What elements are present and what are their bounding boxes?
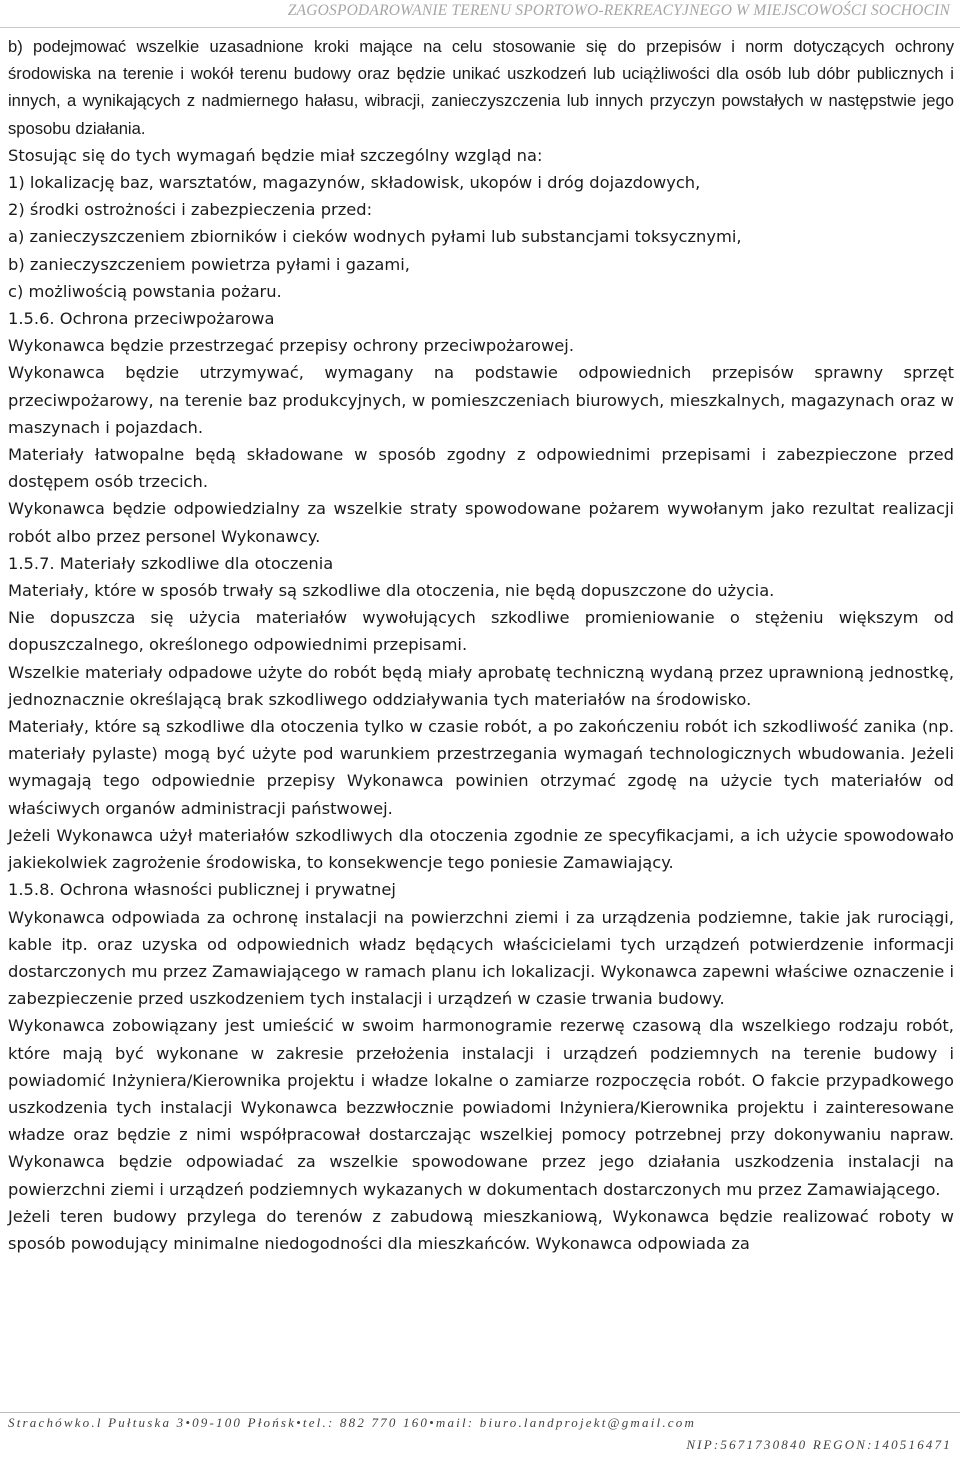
paragraph-radiation: Nie dopuszcza się użycia materiałów wywołujących szkodliwe promieniowanie o stężeniu większym od dopuszczalnego, określonego odpowiednimi przepisami. [8, 608, 954, 655]
footer-divider [0, 1412, 960, 1413]
paragraph-temporary-harm: Materiały, które są szkodliwe dla otoczenia tylko w czasie robót, a po zakończeniu robót ich szkodliwość zanika (np. materiały pylaste) mogą być użyte pod warunkiem przestrzegania wymagań technologicznych wbudowania. Jeżeli wymagają tego odpowiednie przepisy Wykonawca powinien otrzymać zgodę na użycie tych materiałów od właściwych organów administracji państwowej. [8, 717, 954, 818]
list-item-precautions: 2) środki ostrożności i zabezpieczenia przed: [8, 200, 373, 220]
header-divider [0, 27, 960, 28]
paragraph-fire-liability: Wykonawca będzie odpowiedzialny za wszelkie straty spowodowane pożarem wywołanym jako rezultat realizacji robót albo przez personel Wykonawcy. [8, 499, 954, 546]
list-item-air-pollution: b) zanieczyszczeniem powietrza pyłami i gazami, [8, 254, 410, 274]
document-title: ZAGOSPODAROWANIE TERENU SPORTOWO-REKREACYJNEGO W MIEJSCOWOŚCI SOCHOCIN [287, 2, 950, 19]
paragraph-fire-rules: Wykonawca będzie przestrzegać przepisy ochrony przeciwpożarowej. [8, 336, 575, 356]
paragraph-waste-materials: Wszelkie materiały odpadowe użyte do robót będą miały aprobatę techniczną wydaną przez uprawnioną jednostkę, jednoznacznie określającą brak szkodliwego oddziaływania tych materiałów na środowisko. [8, 662, 954, 709]
paragraph-fire-equipment: Wykonawca będzie utrzymywać, wymagany na podstawie odpowiednich przepisów sprawny sprzęt przeciwpożarowy, na terenie baz produkcyjnych, w pomieszczeniach biurowych, mieszkalnych, magazynach oraz w maszynach i pojazdach. [8, 363, 954, 437]
section-heading-fire-protection: 1.5.6. Ochrona przeciwpożarowa [8, 309, 275, 329]
footer-registration: NIP:5671730840 REGON:140516471 [686, 1437, 952, 1452]
list-item-locations: 1) lokalizację baz, warsztatów, magazynów, składowisk, ukopów i dróg dojazdowych, [8, 173, 701, 193]
paragraph-harm-consequences: Jeżeli Wykonawca użył materiałów szkodliwych dla otoczenia zgodnie ze specyfikacjami, a ich użycie spowodowało jakiekolwiek zagrożenie środowiska, to konsekwencje tego poniesie Zamawiający. [8, 825, 954, 873]
paragraph-flammable-materials: Materiały łatwopalne będą składowane w sposób zgodny z odpowiednimi przepisami i zabezpieczone przed dostępem osób trzecich. [8, 445, 954, 492]
paragraph-requirements-intro: Stosując się do tych wymagań będzie miał szczególny wzgląd na: [8, 145, 543, 165]
paragraph-installations: Wykonawca odpowiada za ochronę instalacji na powierzchni ziemi i za urządzenia podziemne, takie jak rurociągi, kable itp. oraz uzyska od odpowiednich władz będących właścicielami tych urządzeń potwierdzenie informacji dostarczonych mu przez Zamawiającego w ramach planu ich lokalizacji. Wykonawca zapewni właściwe oznaczenie i zabezpieczenie przed uszkodzeniem tych instalacji i urządzeń w czasie trwania budowy. [8, 907, 954, 1009]
paragraph-env-protection: b) podejmować wszelkie uzasadnione kroki mające na celu stosowanie się do przepisów i norm dotyczących ochrony środowiska na terenie i wokół terenu budowy oraz będzie unikać uszkodzeń lub uciążliwości dla osób lub dóbr publicznych i innych, a wynikających z nadmiernego hałasu, wibracji, zanieczyszczenia lub innych przyczyn powstałych w następstwie jego sposobu działania. [8, 37, 954, 138]
section-heading-property-protection: 1.5.8. Ochrona własności publicznej i prywatnej [8, 880, 396, 900]
footer-contact: Strachówko.l Pułtuska 3•09-100 Płońsk•tel.: 882 770 160•mail: biuro.landprojekt@gmail.com [8, 1415, 697, 1430]
page-header [0, 0, 960, 26]
paragraph-harmful-banned: Materiały, które w sposób trwały są szkodliwe dla otoczenia, nie będą dopuszczone do użycia. [8, 581, 775, 601]
document-body [8, 33, 954, 1257]
list-item-water-pollution: a) zanieczyszczeniem zbiorników i cieków wodnych pyłami lub substancjami toksycznymi, [8, 227, 742, 247]
paragraph-residential-area: Jeżeli teren budowy przylega do terenów z zabudową mieszkaniową, Wykonawca będzie realizować roboty w sposób powodujący minimalne niedogodności dla mieszkańców. Wykonawca odpowiada za [8, 1206, 954, 1253]
section-heading-harmful-materials: 1.5.7. Materiały szkodliwe dla otoczenia [8, 553, 334, 573]
list-item-fire: c) możliwością powstania pożaru. [8, 281, 282, 301]
paragraph-schedule-reserve: Wykonawca zobowiązany jest umieścić w swoim harmonogramie rezerwę czasową dla wszelkiego rodzaju robót, które mają być wykonane w zakresie przełożenia instalacji i urządzeń podziemnych na terenie budowy i powiadomić Inżyniera/Kierownika projektu i władze lokalne o zamiarze rozpoczęcia robót. O fakcie przypadkowego uszkodzenia tych instalacji Wykonawca bezzwłocznie powiadomi Inżyniera/Kierownika projektu i zainteresowane władze oraz będzie z nimi współpracował dostarczając wszelkiej pomocy potrzebnej przy dokonywaniu napraw. Wykonawca będzie odpowiadać za wszelkie spowodowane przez jego działania uszkodzenia instalacji na powierzchni ziemi i urządzeń podziemnych wykazanych w dokumentach dostarczonych mu przez Zamawiającego. [8, 1016, 954, 1199]
